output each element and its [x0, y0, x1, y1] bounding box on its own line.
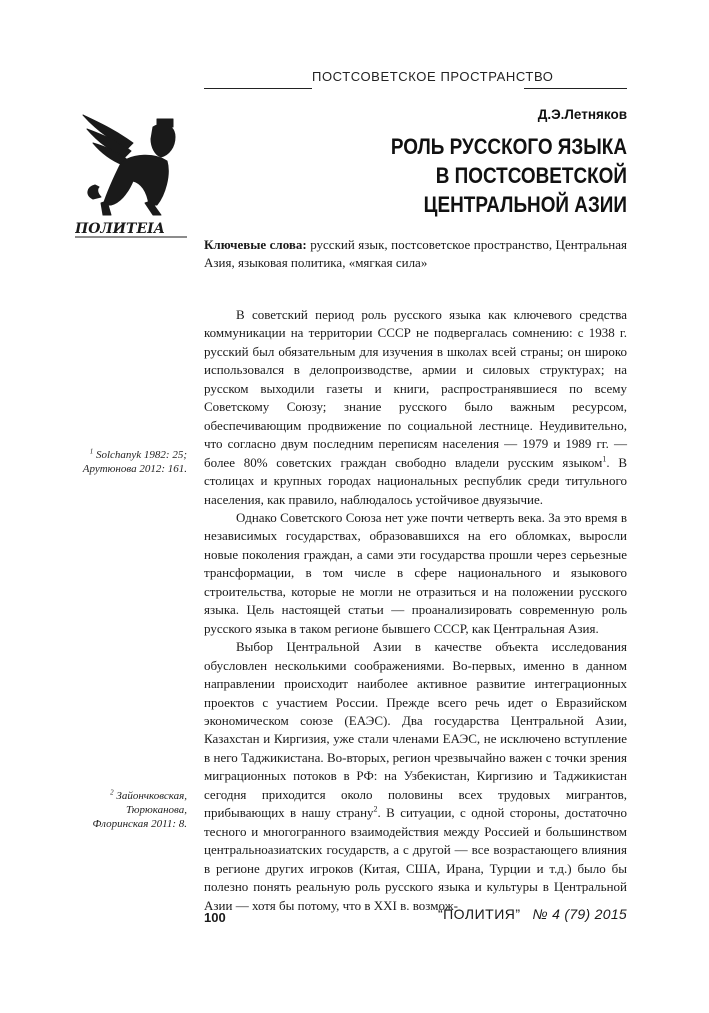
article-author: Д.Э.Летняков	[537, 107, 627, 122]
keywords-block	[204, 236, 627, 272]
sidenote-number: 2	[110, 788, 114, 797]
footnote-ref[interactable]: 2	[373, 804, 378, 814]
article-body	[204, 306, 627, 915]
keywords-text: русский язык, постсоветское пространство, Центральная Азия, языковая политика, «мягкая сила»	[204, 237, 628, 270]
paragraph-text: . В ситуации, с одной стороны, достаточно тесного и многогранного взаимодействия между Россией и большинством центральноазиатских государств, а с другой — все возрастающего влияния в регионе других игроков (Китая, США, Ирана, Турции и т.д.) было бы полезно понять реальную роль русского языка и культуры в Центральной Азии — хотя бы потому, что в XXI в. возмож-	[204, 805, 627, 913]
title-line: ЦЕНТРАЛЬНОЙ АЗИИ	[423, 192, 627, 217]
footnote-ref[interactable]: 1	[602, 454, 607, 464]
sidenote-text: Зайончковская, Тюрюканова, Флоринская 2011: 8.	[92, 790, 187, 830]
sphinx-logo-icon	[75, 105, 190, 245]
paragraph	[204, 509, 627, 638]
paragraph-text: Выбор Центральной Азии в качестве объекта исследования обусловлен несколькими соображениями. Во-первых, именно в данном направлении происходит наиболее активное развитие интеграционных проектов с участием России. Прежде всего речь идет о Евразийском экономическом союзе (ЕАЭС). Два государства Центральной Азии, Казахстан и Киргизия, уже стали членами ЕАЭС, не исключено вступление в него Таджикистана. Во-вторых, регион чрезвычайно важен с точки зрения миграционных потоков в РФ: на Узбекистан, Киргизию и Таджикистан сегодня приходится около половины всех трудовых мигрантов, прибывающих в нашу страну	[204, 639, 627, 821]
paragraph-text: Однако Советского Союза нет уже почти четверть века. За это время в независимых государствах, образовавшихся на его обломках, выросли новые поколения граждан, а сами эти государства прошли через серьезные трансформации, в том числе в сфере национального и языкового строительства, которые не могли не отразиться и на положении русского языка. Цель настоящей статьи — проанализировать современную роль русского языка в таком регионе бывшего СССР, как Центральная Азия.	[204, 509, 627, 636]
section-rubric: ПОСТСОВЕТСКОЕ ПРОСТРАНСТВО	[312, 69, 554, 84]
journal-footer	[438, 906, 627, 922]
title-line: РОЛЬ РУССКОГО ЯЗЫКА	[390, 134, 627, 159]
page-number: 100	[204, 910, 226, 925]
sidenote	[72, 789, 187, 831]
logo-caption: ПОЛИТЕІА	[75, 221, 166, 237]
sidenote-text: Solchanyk 1982: 25; Арутюнова 2012: 161.	[82, 449, 187, 475]
sidenote-number: 1	[89, 447, 94, 456]
sidenote	[72, 448, 187, 476]
rubric-line-right	[524, 88, 627, 89]
title-line: В ПОСТСОВЕТСКОЙ	[435, 163, 627, 188]
paragraph-text: В советский период роль русского языка как ключевого средства коммуникации на территории СССР не подвергалась сомнению: с 1938 г. русский был обязательным для изучения в школах всей страны; он широко использовался в делопроизводстве, армии и силовых структурах; на русском выходили газеты и книги, распространявшиеся по всему Советскому Союзу; знание русского было важным ресурсом, обеспечивающим продвижение по социальной лестнице. Неудивительно, что согласно двум последним переписям населения — 1979 и 1989 гг. — более 80% советских граждан свободно владели русским языком	[204, 307, 627, 470]
keywords-label: Ключевые слова:	[204, 237, 307, 252]
journal-name: “ПОЛИТИЯ”	[437, 906, 521, 922]
paragraph	[204, 306, 627, 509]
issue-number: № 4 (79) 2015	[532, 906, 627, 922]
article-title	[369, 132, 627, 219]
rubric-line-left	[204, 88, 312, 89]
paragraph-text: . В столицах и крупных городах национальных республик среди титульного населения, как правило, наблюдалось устойчивое двуязычие.	[204, 454, 628, 507]
paragraph	[204, 638, 627, 915]
